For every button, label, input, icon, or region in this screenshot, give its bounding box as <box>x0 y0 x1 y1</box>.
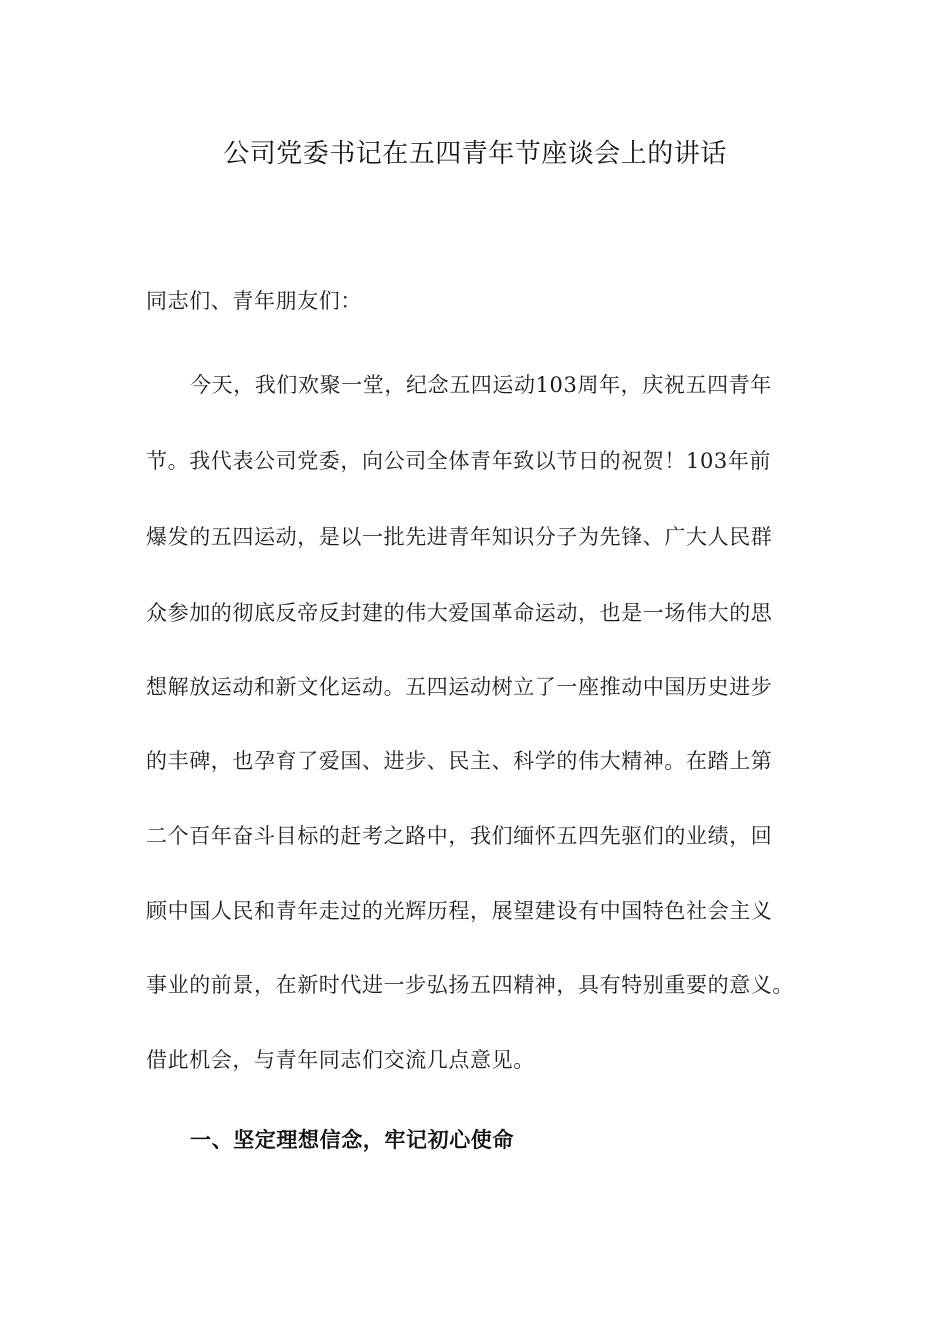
paragraph-line: 事业的前景，在新时代进一步弘扬五四精神，具有特别重要的意义。 <box>146 973 794 997</box>
paragraph-line: 借此机会，与青年同志们交流几点意见。 <box>146 1048 535 1072</box>
paragraph-line: 今天，我们欢聚一堂，纪念五四运动103周年，庆祝五四青年 <box>190 373 772 397</box>
paragraph-line: 顾中国人民和青年走过的光辉历程，展望建设有中国特色社会主义 <box>146 899 773 923</box>
document-title: 公司党委书记在五四青年节座谈会上的讲话 <box>223 139 727 169</box>
paragraph-line: 的丰碑，也孕育了爱国、进步、民主、科学的伟大精神。在踏上第 <box>146 749 773 773</box>
paragraph-line: 众参加的彻底反帝反封建的伟大爱国革命运动，也是一场伟大的思 <box>146 601 773 625</box>
paragraph-line: 二个百年奋斗目标的赶考之路中，我们缅怀五四先驱们的业绩，回 <box>146 824 773 848</box>
section-heading: 一、坚定理想信念，牢记初心使命 <box>190 1128 514 1152</box>
paragraph-line: 想解放运动和新文化运动。五四运动树立了一座推动中国历史进步 <box>146 675 773 699</box>
paragraph-line: 爆发的五四运动，是以一批先进青年知识分子为先锋、广大人民群 <box>146 525 773 549</box>
salutation: 同志们、青年朋友们： <box>146 289 362 313</box>
paragraph-line: 节。我代表公司党委，向公司全体青年致以节日的祝贺！103年前 <box>146 449 772 473</box>
